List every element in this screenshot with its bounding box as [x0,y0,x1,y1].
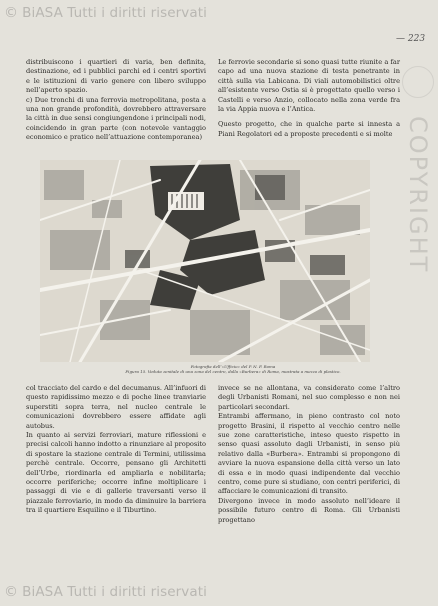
paragraph: Divergono invece in modo assoluto nell’ideare il possibile futuro centro di Roma. Gli Urbanisti progettano [218,496,400,524]
caption-line-1: Fotografia dell’«Ufficio» del P. N. F. Roma [190,364,276,369]
page-number: — 223 [396,34,426,44]
paragraph: Questo progetto, che in qualche parte si innesta a Piani Regolatori ed a proposte precedenti e si molte [218,120,400,138]
paragraph: c) Due tronchi di una ferrovia metropolitana, posta a una non grande profondità, dovrebbero attraversare la città in due sensi congiungendone i principali nodi, coincidendo in gran parte (con notevole vantaggio economico e pratico nell’attuazione contemporanea) [26,95,206,142]
figure-caption [118,364,348,374]
watermark-text: BiASA Tutti i diritti riservati [22,5,207,21]
paragraph: distribuiscono i quartieri di varia, ben definita, destinazione, ed i pubblici parchi ed i centri sportivi e le istituzioni di vario genere con libero sviluppo nell’aperto spazio. [26,58,206,95]
copyright-symbol: © [4,584,19,600]
city-model-image [40,160,370,362]
column-bottom-right [218,384,400,525]
side-watermark-text: COPYRIGHT [404,116,432,274]
column-top-right [218,58,400,139]
watermark-banner-bottom [4,582,434,602]
library-stamp-icon [402,66,434,98]
paragraph: Le ferrovie secondarie si sono quasi tutte riunite a far capo ad una nuova stazione di testa penetrante in città sulla via Labicana. Di viali automobilistici oltre all’esistente verso Ostia si è progettato quello verso i Castelli e verso Anzio, collocato nella zona verde fra la via Appia nuova e l’Antica. [218,58,400,114]
column-top-left [26,58,206,143]
paragraph: Entrambi affermano, in pieno contrasto col noto progetto Brasini, il rispetto al vecchio centro nelle sue zone caratteristiche, inteso questo rispetto in senso quasi assoluto dagli Urbanisti, in senso più relativo dalla «Burbera». Entrambi si propongono di avviare la nuova espansione della città verso un lato di essa e in modo quasi indipendente dal vecchio centro, come pure si studiano, con centri periferici, di affacciare le comunicazioni di transito. [218,412,400,496]
paragraph: col tracciato del cardo e del decumanus. All’infuori di questo rapidissimo mezzo e di poche linee tranviarie superstiti sopra terra, nel nucleo centrale le comunicazioni dovrebbero essere affidate agli autobus. [26,384,206,430]
side-watermark [404,116,434,376]
column-bottom-left [26,384,206,516]
watermark-banner-top [4,3,434,23]
copyright-symbol: © [4,5,19,21]
paragraph: invece se ne allontana, va considerato come l’altro degli Urbanisti Romani, nel suo complesso e non nei particolari secondari. [218,384,400,411]
watermark-text: BiASA Tutti i diritti riservati [22,584,207,600]
paragraph: In quanto ai servizi ferroviari, mature riflessioni e precisi calcoli hanno indotto a rinunziare al proposito di spostare la stazione centrale di Termini, utilissima perchè centrale. Occorre, pensano gli Architetti dell’Urbe, riordinarla ed ampliarla e nobilitarla; occorre periferiche; occorre infine moltiplicare i passaggi di vie e di gallerie traversanti verso il piazzale ferroviario, in modo da diminuire la barriera tra il quartiere Esquilino e il Tiburtino. [26,431,206,515]
caption-line-2: Figura 15. Veduta zenitale di una zona del centro, dalla «Burbera» di Roma, mostrata a mezzo di plastico. [125,369,341,374]
aerial-model-photograph [40,160,370,362]
